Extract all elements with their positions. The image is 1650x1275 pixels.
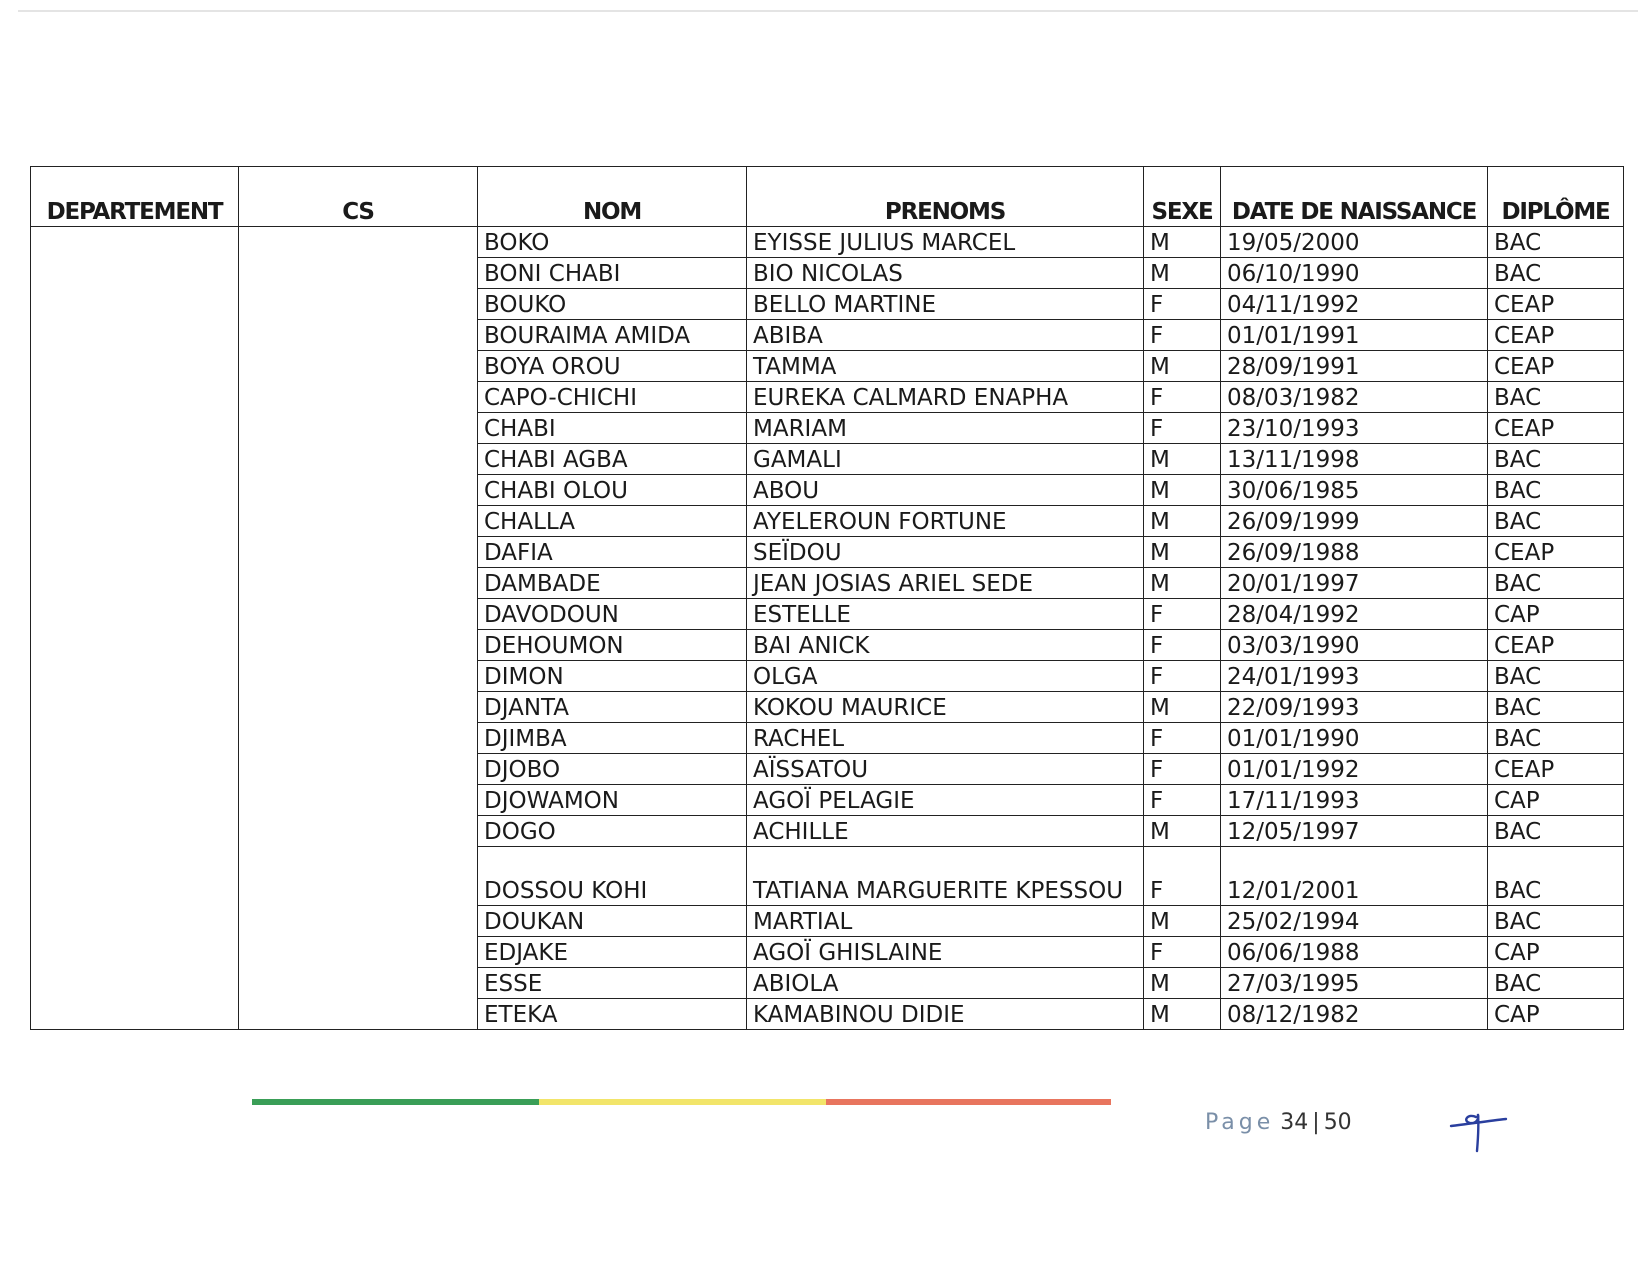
date-naissance-cell: 20/01/1997	[1221, 568, 1488, 599]
sexe-cell: F	[1144, 661, 1221, 692]
sexe-cell: F	[1144, 723, 1221, 754]
prenoms-cell: ABOU	[747, 475, 1144, 506]
diplome-cell: BAC	[1488, 906, 1624, 937]
diplome-cell: CEAP	[1488, 351, 1624, 382]
nom-cell: BOYA OROU	[478, 351, 747, 382]
prenoms-cell: KOKOU MAURICE	[747, 692, 1144, 723]
sexe-cell: F	[1144, 754, 1221, 785]
nom-cell: DOGO	[478, 816, 747, 847]
nom-cell: BOKO	[478, 227, 747, 258]
date-naissance-cell: 01/01/1992	[1221, 754, 1488, 785]
sexe-cell: M	[1144, 999, 1221, 1030]
diplome-cell: BAC	[1488, 506, 1624, 537]
date-naissance-cell: 13/11/1998	[1221, 444, 1488, 475]
diplome-cell: CEAP	[1488, 630, 1624, 661]
nom-cell: DAVODOUN	[478, 599, 747, 630]
date-naissance-cell: 23/10/1993	[1221, 413, 1488, 444]
header-diplome: DIPLÔME	[1488, 167, 1624, 227]
prenoms-cell: MARIAM	[747, 413, 1144, 444]
header-nom: NOM	[478, 167, 747, 227]
flag-bar-yellow	[539, 1099, 826, 1105]
prenoms-cell: TAMMA	[747, 351, 1144, 382]
header-cs: CS	[239, 167, 478, 227]
nom-cell: DIMON	[478, 661, 747, 692]
sexe-cell: M	[1144, 537, 1221, 568]
date-naissance-cell: 12/05/1997	[1221, 816, 1488, 847]
diplome-cell: CEAP	[1488, 754, 1624, 785]
sexe-cell: F	[1144, 847, 1221, 906]
diplome-cell: CAP	[1488, 999, 1624, 1030]
diplome-cell: CEAP	[1488, 413, 1624, 444]
date-naissance-cell: 06/06/1988	[1221, 937, 1488, 968]
date-naissance-cell: 26/09/1999	[1221, 506, 1488, 537]
date-naissance-cell: 26/09/1988	[1221, 537, 1488, 568]
diplome-cell: CEAP	[1488, 320, 1624, 351]
page-word: Page	[1205, 1110, 1275, 1135]
sexe-cell: F	[1144, 320, 1221, 351]
diplome-cell: CEAP	[1488, 537, 1624, 568]
date-naissance-cell: 06/10/1990	[1221, 258, 1488, 289]
sexe-cell: M	[1144, 258, 1221, 289]
diplome-cell: CAP	[1488, 785, 1624, 816]
nom-cell: DAMBADE	[478, 568, 747, 599]
header-departement: DEPARTEMENT	[31, 167, 239, 227]
nom-cell: DJANTA	[478, 692, 747, 723]
prenoms-cell: RACHEL	[747, 723, 1144, 754]
prenoms-cell: BIO NICOLAS	[747, 258, 1144, 289]
diplome-cell: BAC	[1488, 227, 1624, 258]
page-current: 34	[1280, 1110, 1309, 1135]
date-naissance-cell: 24/01/1993	[1221, 661, 1488, 692]
sexe-cell: M	[1144, 692, 1221, 723]
nom-cell: DOSSOU KOHI	[478, 847, 747, 906]
prenoms-cell: AGOÏ GHISLAINE	[747, 937, 1144, 968]
prenoms-cell: ESTELLE	[747, 599, 1144, 630]
prenoms-cell: GAMALI	[747, 444, 1144, 475]
roster-body	[31, 227, 1624, 1030]
date-naissance-cell: 17/11/1993	[1221, 785, 1488, 816]
header-sexe: SEXE	[1144, 167, 1221, 227]
nom-cell: BOURAIMA AMIDA	[478, 320, 747, 351]
sexe-cell: F	[1144, 630, 1221, 661]
nom-cell: CAPO-CHICHI	[478, 382, 747, 413]
date-naissance-cell: 03/03/1990	[1221, 630, 1488, 661]
date-naissance-cell: 28/04/1992	[1221, 599, 1488, 630]
sexe-cell: M	[1144, 906, 1221, 937]
prenoms-cell: ACHILLE	[747, 816, 1144, 847]
nom-cell: CHABI OLOU	[478, 475, 747, 506]
diplome-cell: BAC	[1488, 568, 1624, 599]
prenoms-cell: MARTIAL	[747, 906, 1144, 937]
date-naissance-cell: 28/09/1991	[1221, 351, 1488, 382]
nom-cell: DEHOUMON	[478, 630, 747, 661]
date-naissance-cell: 01/01/1990	[1221, 723, 1488, 754]
sexe-cell: F	[1144, 382, 1221, 413]
sexe-cell: M	[1144, 568, 1221, 599]
diplome-cell: CAP	[1488, 599, 1624, 630]
roster-table	[30, 166, 1624, 1030]
nom-cell: DJOBO	[478, 754, 747, 785]
prenoms-cell: EYISSE JULIUS MARCEL	[747, 227, 1144, 258]
sexe-cell: F	[1144, 785, 1221, 816]
prenoms-cell: SEÏDOU	[747, 537, 1144, 568]
diplome-cell: BAC	[1488, 661, 1624, 692]
prenoms-cell: EUREKA CALMARD ENAPHA	[747, 382, 1144, 413]
prenoms-cell: JEAN JOSIAS ARIEL SEDE	[747, 568, 1144, 599]
sexe-cell: M	[1144, 475, 1221, 506]
sexe-cell: M	[1144, 968, 1221, 999]
date-naissance-cell: 30/06/1985	[1221, 475, 1488, 506]
sexe-cell: M	[1144, 816, 1221, 847]
flag-bar-green	[252, 1099, 539, 1105]
diplome-cell: BAC	[1488, 847, 1624, 906]
sexe-cell: M	[1144, 227, 1221, 258]
sexe-cell: F	[1144, 937, 1221, 968]
prenoms-cell: AÏSSATOU	[747, 754, 1144, 785]
diplome-cell: CAP	[1488, 937, 1624, 968]
date-naissance-cell: 19/05/2000	[1221, 227, 1488, 258]
cs-cell	[239, 227, 478, 1030]
date-naissance-cell: 22/09/1993	[1221, 692, 1488, 723]
nom-cell: ESSE	[478, 968, 747, 999]
diplome-cell: BAC	[1488, 475, 1624, 506]
header-row	[31, 167, 1624, 227]
date-naissance-cell: 04/11/1992	[1221, 289, 1488, 320]
sexe-cell: F	[1144, 413, 1221, 444]
date-naissance-cell: 01/01/1991	[1221, 320, 1488, 351]
prenoms-cell: AYELEROUN FORTUNE	[747, 506, 1144, 537]
prenoms-cell: ABIBA	[747, 320, 1144, 351]
page-number	[1205, 1110, 1352, 1135]
nom-cell: CHALLA	[478, 506, 747, 537]
sexe-cell: M	[1144, 506, 1221, 537]
sexe-cell: M	[1144, 351, 1221, 382]
diplome-cell: BAC	[1488, 382, 1624, 413]
flag-bar-red	[826, 1099, 1111, 1105]
nom-cell: EDJAKE	[478, 937, 747, 968]
date-naissance-cell: 12/01/2001	[1221, 847, 1488, 906]
prenoms-cell: KAMABINOU DIDIE	[747, 999, 1144, 1030]
diplome-cell: BAC	[1488, 444, 1624, 475]
date-naissance-cell: 25/02/1994	[1221, 906, 1488, 937]
sexe-cell: F	[1144, 289, 1221, 320]
diplome-cell: BAC	[1488, 692, 1624, 723]
diplome-cell: BAC	[1488, 723, 1624, 754]
diplome-cell: BAC	[1488, 968, 1624, 999]
nom-cell: CHABI AGBA	[478, 444, 747, 475]
nom-cell: DOUKAN	[478, 906, 747, 937]
sexe-cell: F	[1144, 599, 1221, 630]
date-naissance-cell: 27/03/1995	[1221, 968, 1488, 999]
nom-cell: DJOWAMON	[478, 785, 747, 816]
prenoms-cell: AGOÏ PELAGIE	[747, 785, 1144, 816]
diplome-cell: BAC	[1488, 258, 1624, 289]
nom-cell: BOUKO	[478, 289, 747, 320]
date-naissance-cell: 08/12/1982	[1221, 999, 1488, 1030]
prenoms-cell: ABIOLA	[747, 968, 1144, 999]
prenoms-cell: TATIANA MARGUERITE KPESSOU	[747, 847, 1144, 906]
header-prenoms: PRENOMS	[747, 167, 1144, 227]
nom-cell: DJIMBA	[478, 723, 747, 754]
diplome-cell: CEAP	[1488, 289, 1624, 320]
date-naissance-cell: 08/03/1982	[1221, 382, 1488, 413]
sexe-cell: M	[1144, 444, 1221, 475]
prenoms-cell: BELLO MARTINE	[747, 289, 1144, 320]
prenoms-cell: BAI ANICK	[747, 630, 1144, 661]
nom-cell: BONI CHABI	[478, 258, 747, 289]
top-rule	[18, 10, 1638, 12]
table-row	[31, 227, 1624, 258]
departement-cell	[31, 227, 239, 1030]
nom-cell: CHABI	[478, 413, 747, 444]
signature-icon	[1448, 1105, 1510, 1155]
page-total: 50	[1323, 1110, 1352, 1135]
prenoms-cell: OLGA	[747, 661, 1144, 692]
diplome-cell: BAC	[1488, 816, 1624, 847]
header-date-naissance: DATE DE NAISSANCE	[1221, 167, 1488, 227]
nom-cell: ETEKA	[478, 999, 747, 1030]
nom-cell: DAFIA	[478, 537, 747, 568]
page-separator: |	[1312, 1110, 1320, 1135]
